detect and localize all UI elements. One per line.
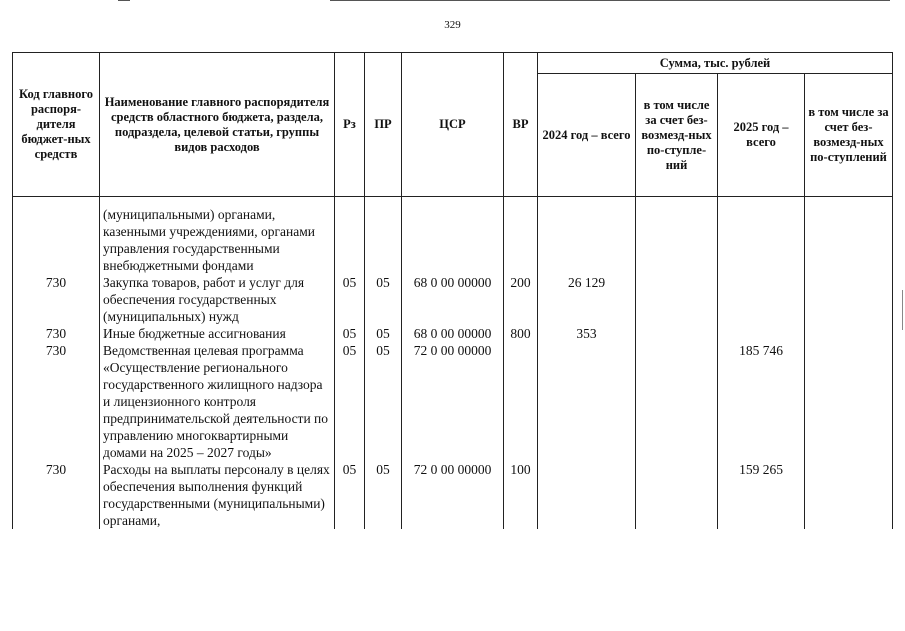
cell-pr: 05 (365, 342, 402, 461)
cell-code: 730 (13, 274, 100, 325)
cell-2024-free (636, 342, 718, 461)
cell-vr (504, 342, 538, 461)
cell-csr (402, 206, 504, 274)
cell-name: (муниципальными) органами, казенными учреждениями, органами управления государственными внебюджетными фондами (100, 206, 335, 274)
cell-2025-free (805, 342, 893, 461)
cell-2024-free (636, 461, 718, 529)
cell-2025-free (805, 461, 893, 529)
cell-code: 730 (13, 461, 100, 529)
cell-name: Иные бюджетные ассигнования (100, 325, 335, 342)
table-row (13, 325, 893, 342)
cell-2025-free (805, 206, 893, 274)
cell-name: Закупка товаров, работ и услуг для обеспечения государственных (муниципальных) нужд (100, 274, 335, 325)
cell-2025-total (718, 274, 805, 325)
cell-rz: 05 (335, 274, 365, 325)
cell-pr: 05 (365, 325, 402, 342)
header-csr: ЦСР (402, 53, 504, 197)
table-row (13, 461, 893, 529)
cell-2024-total: 26 129 (538, 274, 636, 325)
cell-csr: 72 0 00 00000 (402, 342, 504, 461)
budget-table (12, 52, 893, 529)
header-vr: ВР (504, 53, 538, 197)
header-rz: Рз (335, 53, 365, 197)
cell-csr: 72 0 00 00000 (402, 461, 504, 529)
header-sum-group: Сумма, тыс. рублей (538, 53, 893, 74)
cell-csr: 68 0 00 00000 (402, 325, 504, 342)
header-2024-total: 2024 год – всего (538, 74, 636, 197)
cell-rz: 05 (335, 461, 365, 529)
cell-pr: 05 (365, 274, 402, 325)
cell-vr: 100 (504, 461, 538, 529)
cell-code: 730 (13, 342, 100, 461)
cell-2024-total (538, 206, 636, 274)
cell-vr (504, 206, 538, 274)
header-code: Код главного распоря-дителя бюджет-ных средств (13, 53, 100, 197)
scan-top-rule (330, 0, 890, 1)
cell-2024-total: 353 (538, 325, 636, 342)
cell-vr: 800 (504, 325, 538, 342)
cell-2024-free (636, 206, 718, 274)
cell-2024-total (538, 342, 636, 461)
header-pr: ПР (365, 53, 402, 197)
scan-top-rule (118, 0, 130, 1)
cell-vr: 200 (504, 274, 538, 325)
cell-2024-free (636, 325, 718, 342)
cell-name: Расходы на выплаты персоналу в целях обеспечения выполнения функций государственными (муниципальными) органами, (100, 461, 335, 529)
header-2024-free: в том числе за счет без-возмезд-ных по-ступле-ний (636, 74, 718, 197)
cell-2025-total: 185 746 (718, 342, 805, 461)
page-number: 329 (444, 19, 461, 31)
table-row (13, 342, 893, 461)
cell-code (13, 206, 100, 274)
cell-code: 730 (13, 325, 100, 342)
cell-2025-total: 159 265 (718, 461, 805, 529)
cell-2025-total (718, 206, 805, 274)
cell-2025-free (805, 274, 893, 325)
cell-rz (335, 206, 365, 274)
cell-rz: 05 (335, 325, 365, 342)
cell-name: Ведомственная целевая программа «Осуществление регионального государственного жилищного надзора и лицензионного контроля предпринимательской деятельности по управлению многоквартирными домами на 2025 – 2027 годы» (100, 342, 335, 461)
cell-2024-free (636, 274, 718, 325)
cell-csr: 68 0 00 00000 (402, 274, 504, 325)
header-2025-free: в том числе за счет без-возмезд-ных по-ступлений (805, 74, 893, 197)
table-row (13, 206, 893, 274)
cell-2025-total (718, 325, 805, 342)
cell-2024-total (538, 461, 636, 529)
header-name: Наименование главного распорядителя средств областного бюджета, раздела, подраздела, целевой статьи, группы видов расходов (100, 53, 335, 197)
cell-pr: 05 (365, 461, 402, 529)
scan-margin-mark (902, 290, 903, 330)
cell-pr (365, 206, 402, 274)
cell-rz: 05 (335, 342, 365, 461)
header-2025-total: 2025 год – всего (718, 74, 805, 197)
table-row (13, 274, 893, 325)
cell-2025-free (805, 325, 893, 342)
